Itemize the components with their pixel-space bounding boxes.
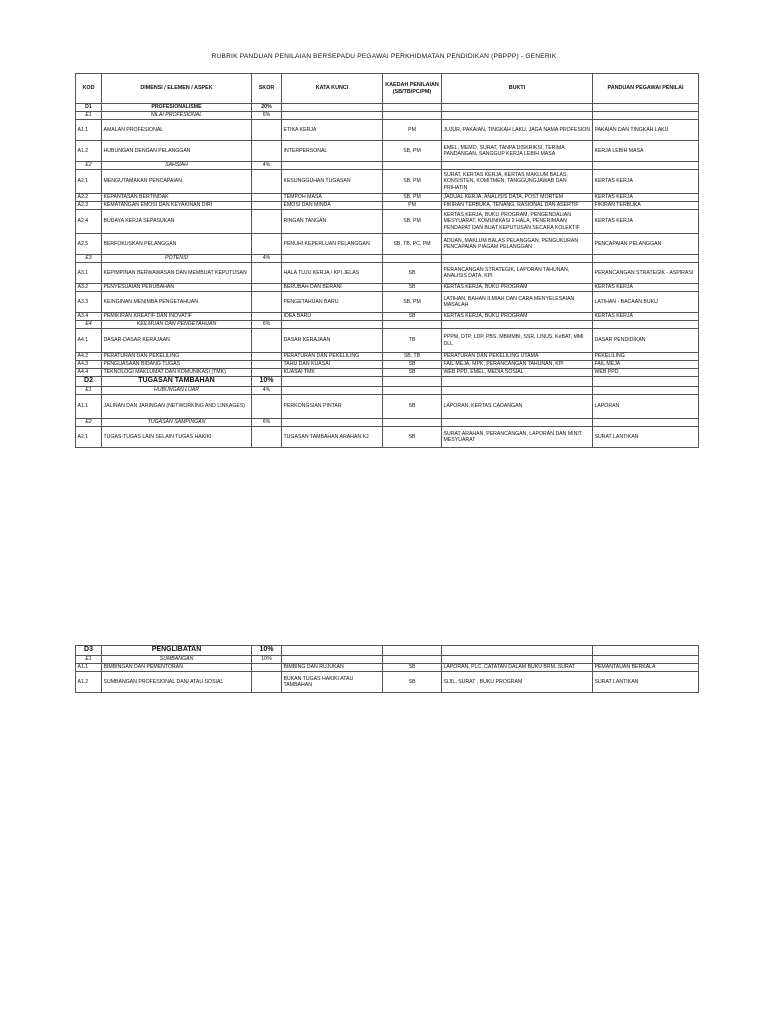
aspect-evidence: FIKIRAN TERBUKA, TENANG, RASIONAL DAN ASERTIF <box>442 202 593 210</box>
header-dimensi: DIMENSI / ELEMEN / ASPEK <box>102 74 252 104</box>
aspect-guidance: FIKIRAN TERBUKA <box>593 202 699 210</box>
aspect-evidence: WEB PPD, EMEL, MEDIA SOSIAL <box>442 369 593 377</box>
aspect-guidance: WEB PPD <box>593 369 699 377</box>
aspect-guidance: SURAT LANTIKAN <box>593 672 699 693</box>
table-row <box>76 234 699 255</box>
aspect-keyword: PERKONGSIAN PINTAR <box>282 395 383 419</box>
aspect-evidence: KERTAS KERJA, BUKU PROGRAM, PENGENDALIAN MESYUARAT, KOMUNIKASI 2 HALA, PENERIMAAN PENDAPAT DAN BUAT KEPUTUSAN SECARA KOLEKTIF <box>442 210 593 234</box>
aspect-guidance: PEKELILING <box>593 353 699 361</box>
aspect-name: AMALAN PROFESIONAL <box>102 120 252 141</box>
aspect-guidance: PERANCANGAN STRATEGIK - ASPIRASI <box>593 263 699 284</box>
table-row <box>76 313 699 321</box>
aspect-method: SB <box>383 395 442 419</box>
aspect-guidance: KERTAS KERJA <box>593 284 699 292</box>
aspect-name: BIMBINGAN DAN PEMENTORAN <box>102 664 252 672</box>
element-name: NILAI PROFESIONAL <box>102 112 252 120</box>
rubric-table-main <box>75 73 699 448</box>
aspect-method: SB <box>383 313 442 321</box>
aspect-keyword: PENUHI KEPERLUAN PELANGGAN <box>282 234 383 255</box>
element-name: POTENSI <box>102 255 252 263</box>
element-score: 6% <box>252 321 282 329</box>
element-code: E4 <box>76 321 102 329</box>
dimension-name: PROFESIONALISME <box>102 104 252 112</box>
aspect-code: A3.3 <box>76 292 102 313</box>
aspect-keyword: TAHU DAN KUASAI <box>282 361 383 369</box>
aspect-code: A2.1 <box>76 427 102 448</box>
aspect-name: SUMBANGAN PROFESIONAL DAN/ ATAU SOSIAL <box>102 672 252 693</box>
aspect-keyword: KUASAI TMK <box>282 369 383 377</box>
element-score: 10% <box>252 656 282 664</box>
aspect-method: SB, TB <box>383 353 442 361</box>
aspect-code: A2.2 <box>76 194 102 202</box>
aspect-code: A2.4 <box>76 210 102 234</box>
aspect-keyword: DASAR KERAJAAN <box>282 329 383 353</box>
table-row <box>76 141 699 162</box>
aspect-evidence: JUJUR, PAKAIAN, TINGKAH LAKU, JAGA NAMA PROFESION <box>442 120 593 141</box>
dimension-score: 10% <box>252 646 282 656</box>
element-name: SAHSIAH <box>102 162 252 170</box>
aspect-keyword: TEMPOH MASA <box>282 194 383 202</box>
element-row <box>76 321 699 329</box>
table-row <box>76 263 699 284</box>
aspect-evidence: SIJIL, SURAT , BUKU PROGRAM <box>442 672 593 693</box>
aspect-guidance: KERTAS KERJA <box>593 210 699 234</box>
aspect-code: A2.3 <box>76 202 102 210</box>
table-row <box>76 672 699 693</box>
aspect-method: PM <box>383 120 442 141</box>
aspect-guidance: PENCAPAIAN PELANGGAN <box>593 234 699 255</box>
aspect-evidence: PERATURAN DAN PEKELILING UTAMA <box>442 353 593 361</box>
aspect-evidence: KERTAS KERJA, BUKU PROGRAM <box>442 313 593 321</box>
table-row <box>76 427 699 448</box>
aspect-code: A1.2 <box>76 672 102 693</box>
header-skor: SKOR <box>252 74 282 104</box>
aspect-keyword: KESUNGGUHAN TUGASAN <box>282 170 383 194</box>
aspect-name: PERATURAN DAN PEKELILING <box>102 353 252 361</box>
aspect-keyword: BERUBAH DAN BERANI <box>282 284 383 292</box>
aspect-method: SB <box>383 664 442 672</box>
table-row <box>76 120 699 141</box>
element-row <box>76 112 699 120</box>
table-row <box>76 664 699 672</box>
aspect-name: DASAR-DASAR KERAJAAN <box>102 329 252 353</box>
aspect-name: JALINAN DAN JARINGAN (NETWORKING AND LINKAGES) <box>102 395 252 419</box>
element-code: E1 <box>76 387 102 395</box>
aspect-method: SB, TB, PC, PM <box>383 234 442 255</box>
aspect-code: A4.1 <box>76 329 102 353</box>
document-title: RUBRIK PANDUAN PENILAIAN BERSEPADU PEGAWAI PERKHIDMATAN PENDIDIKAN (PBPPP) - GENERIK <box>211 53 557 60</box>
aspect-code: A2.1 <box>76 170 102 194</box>
aspect-method: SB <box>383 369 442 377</box>
table-row <box>76 210 699 234</box>
aspect-name: TEKNOLOGI MAKLUMAT DAN KOMUNIKASI (TMK) <box>102 369 252 377</box>
aspect-guidance: LATIHAN - BACAAN BUKU <box>593 292 699 313</box>
aspect-evidence: ADUAN, MAKLUM BALAS PELANGGAN, PENGUKURAN PENCAPAIAN PIAGAM PELANGGAN <box>442 234 593 255</box>
aspect-name: KEPIMPINAN BERWAWASAN DAN MEMBUAT KEPUTUSAN <box>102 263 252 284</box>
aspect-evidence: PPPM, DTP, LDP, PBS, MBMMBI, SSR, LINUS, KeBAT, MMI DLL <box>442 329 593 353</box>
element-code: E2 <box>76 419 102 427</box>
aspect-guidance: PAKAIAN DAN TINGKAH LAKU <box>593 120 699 141</box>
element-name: TUGASAN SAMPINGAN <box>102 419 252 427</box>
aspect-evidence: LAPORAN, PLC, CATATAN DALAM BUKU BRM, SURAT <box>442 664 593 672</box>
table-row <box>76 369 699 377</box>
aspect-method: SB <box>383 284 442 292</box>
aspect-evidence: PERANCANGAN STRATEGIK, LAPORAN TAHUNAN, ANALISIS DATA, KPI <box>442 263 593 284</box>
element-code: E3 <box>76 255 102 263</box>
aspect-method: SB, PM <box>383 292 442 313</box>
aspect-guidance: KERTAS KERJA <box>593 313 699 321</box>
table-row <box>76 329 699 353</box>
aspect-name: PEMIKIRAN KREATIF DAN INOVATIF <box>102 313 252 321</box>
element-row <box>76 656 699 664</box>
aspect-code: A1.2 <box>76 141 102 162</box>
dimension-code: D1 <box>76 104 102 112</box>
aspect-keyword: PERATURAN DAN PEKELILING <box>282 353 383 361</box>
aspect-name: BERFOKUSKAN PELANGGAN <box>102 234 252 255</box>
aspect-guidance: KERTAS KERJA <box>593 170 699 194</box>
aspect-name: KEPANTASAN BERTINDAK <box>102 194 252 202</box>
dimension-score: 20% <box>252 104 282 112</box>
aspect-evidence: EMEL, MEMO, SURAT, TANPA DISKRIKSI, TERIMA PANDANGAN, SANGGUP KERJA LEBIH MASA <box>442 141 593 162</box>
aspect-keyword: RINGAN TANGAN <box>282 210 383 234</box>
element-row <box>76 419 699 427</box>
aspect-code: A3.1 <box>76 263 102 284</box>
aspect-keyword: BUKAN TUGAS HAKIKI ATAU TAMBAHAN <box>282 672 383 693</box>
aspect-keyword: BIMBING DAN RUJUKAN <box>282 664 383 672</box>
aspect-code: A4.3 <box>76 361 102 369</box>
aspect-keyword: EMOSI DAN MINDA <box>282 202 383 210</box>
dimension-code: D3 <box>76 646 102 656</box>
dimension-row <box>76 104 699 112</box>
element-score: 4% <box>252 162 282 170</box>
aspect-guidance: LAPORAN <box>593 395 699 419</box>
aspect-name: BUDAYA KERJA SEPASUKAN <box>102 210 252 234</box>
aspect-name: PENYESUAIAN PERUBAHAN <box>102 284 252 292</box>
aspect-keyword: HALA TUJU KERJA / KPI JELAS <box>282 263 383 284</box>
aspect-code: A3.4 <box>76 313 102 321</box>
aspect-keyword: PENGETAHUAN BARU <box>282 292 383 313</box>
element-name: KEILMUAN DAN PENGETAHUAN <box>102 321 252 329</box>
aspect-name: MENGUTAMAKAN PENCAPAIAN <box>102 170 252 194</box>
aspect-evidence: SURAT, KERTAS KERJA, KERTAS MAKLUM BALAS, KONSISTEN, KOMITMEN, TANGGUNGJAWAB DAN PRIHATIN <box>442 170 593 194</box>
element-code: E1 <box>76 656 102 664</box>
table-row <box>76 353 699 361</box>
element-name: HUBUNGAN LUAR <box>102 387 252 395</box>
aspect-evidence: KERTAS KERJA, BUKU PROGRAM <box>442 284 593 292</box>
table-row <box>76 292 699 313</box>
dimension-name: PENGLIBATAN <box>102 646 252 656</box>
dimension-row <box>76 377 699 387</box>
aspect-method: SB <box>383 263 442 284</box>
aspect-evidence: LATIHAN, BAHAN ILMIAH DAN CARA MENYELESAIAN MASALAH <box>442 292 593 313</box>
element-name: SUMBANGAN <box>102 656 252 664</box>
aspect-code: A1.1 <box>76 395 102 419</box>
element-row <box>76 255 699 263</box>
element-code: E2 <box>76 162 102 170</box>
header-panduan: PANDUAN PEGAWAI PENILAI <box>593 74 699 104</box>
aspect-name: PENGUASAAN BIDANG TUGAS <box>102 361 252 369</box>
aspect-name: KEINGINAN MENIMBA PENGETAHUAN <box>102 292 252 313</box>
aspect-method: TB <box>383 329 442 353</box>
table-header-row <box>76 74 699 104</box>
aspect-evidence: FAIL MEJA, MPK, PERANCANGAN TAHUNAN, KPI <box>442 361 593 369</box>
element-score: 4% <box>252 387 282 395</box>
aspect-guidance: KERJA LEBIH MASA <box>593 141 699 162</box>
header-bukti: BUKTI <box>442 74 593 104</box>
aspect-guidance: DASAR PENDIDIKAN <box>593 329 699 353</box>
aspect-code: A4.2 <box>76 353 102 361</box>
aspect-method: SB, PM <box>383 194 442 202</box>
aspect-method: SB <box>383 361 442 369</box>
aspect-code: A1.1 <box>76 664 102 672</box>
aspect-guidance: SURAT LANTIKAN <box>593 427 699 448</box>
aspect-code: A4.4 <box>76 369 102 377</box>
aspect-method: SB <box>383 672 442 693</box>
table-row <box>76 284 699 292</box>
aspect-method: SB, PM <box>383 210 442 234</box>
element-score: 6% <box>252 112 282 120</box>
header-kaedah: KAEDAH PENILAIAN (SB/TB/PC/PM) <box>383 74 442 104</box>
header-kata-kunci: KATA KUNCI <box>282 74 383 104</box>
aspect-guidance: KERTAS KERJA <box>593 194 699 202</box>
aspect-name: HUBUNGAN DENGAN PELANGGAN <box>102 141 252 162</box>
aspect-code: A2.5 <box>76 234 102 255</box>
dimension-score: 10% <box>252 377 282 387</box>
aspect-keyword: INTERPERSONAL <box>282 141 383 162</box>
dimension-row <box>76 646 699 656</box>
aspect-guidance: FAIL MEJA <box>593 361 699 369</box>
aspect-method: SB <box>383 427 442 448</box>
dimension-code: D2 <box>76 377 102 387</box>
aspect-code: A3.2 <box>76 284 102 292</box>
aspect-name: TUGAS-TUGAS LAIN SELAIN TUGAS HAKIKI <box>102 427 252 448</box>
dimension-name: TUGASAN TAMBAHAN <box>102 377 252 387</box>
element-row <box>76 387 699 395</box>
element-score: 6% <box>252 419 282 427</box>
header-kod: KOD <box>76 74 102 104</box>
aspect-method: SB, PM <box>383 170 442 194</box>
aspect-guidance: PEMANTAUAN BERKALA <box>593 664 699 672</box>
aspect-keyword: ETIKA KERJA <box>282 120 383 141</box>
element-row <box>76 162 699 170</box>
table-row <box>76 395 699 419</box>
aspect-keyword: TUGASAN TAMBAHAN ARAHAN KJ <box>282 427 383 448</box>
aspect-evidence: SURAT ARAHAN, PERANCANGAN, LAPORAN DAN MINIT MESYUARAT <box>442 427 593 448</box>
rubric-table-penglibatan <box>75 645 699 693</box>
aspect-evidence: LAPORAN, KERTAS CADANGAN <box>442 395 593 419</box>
table-row <box>76 194 699 202</box>
element-code: E1 <box>76 112 102 120</box>
aspect-keyword: IDEA BARU <box>282 313 383 321</box>
table-row <box>76 202 699 210</box>
aspect-method: PM <box>383 202 442 210</box>
element-score: 4% <box>252 255 282 263</box>
aspect-code: A1.1 <box>76 120 102 141</box>
table-row <box>76 170 699 194</box>
aspect-evidence: JADUAL KERJA, ANALISIS DATA, POST MORTEM <box>442 194 593 202</box>
aspect-method: SB, PM <box>383 141 442 162</box>
aspect-name: KEMATANGAN EMOSI DAN KEYAKINAN DIRI <box>102 202 252 210</box>
table-row <box>76 361 699 369</box>
